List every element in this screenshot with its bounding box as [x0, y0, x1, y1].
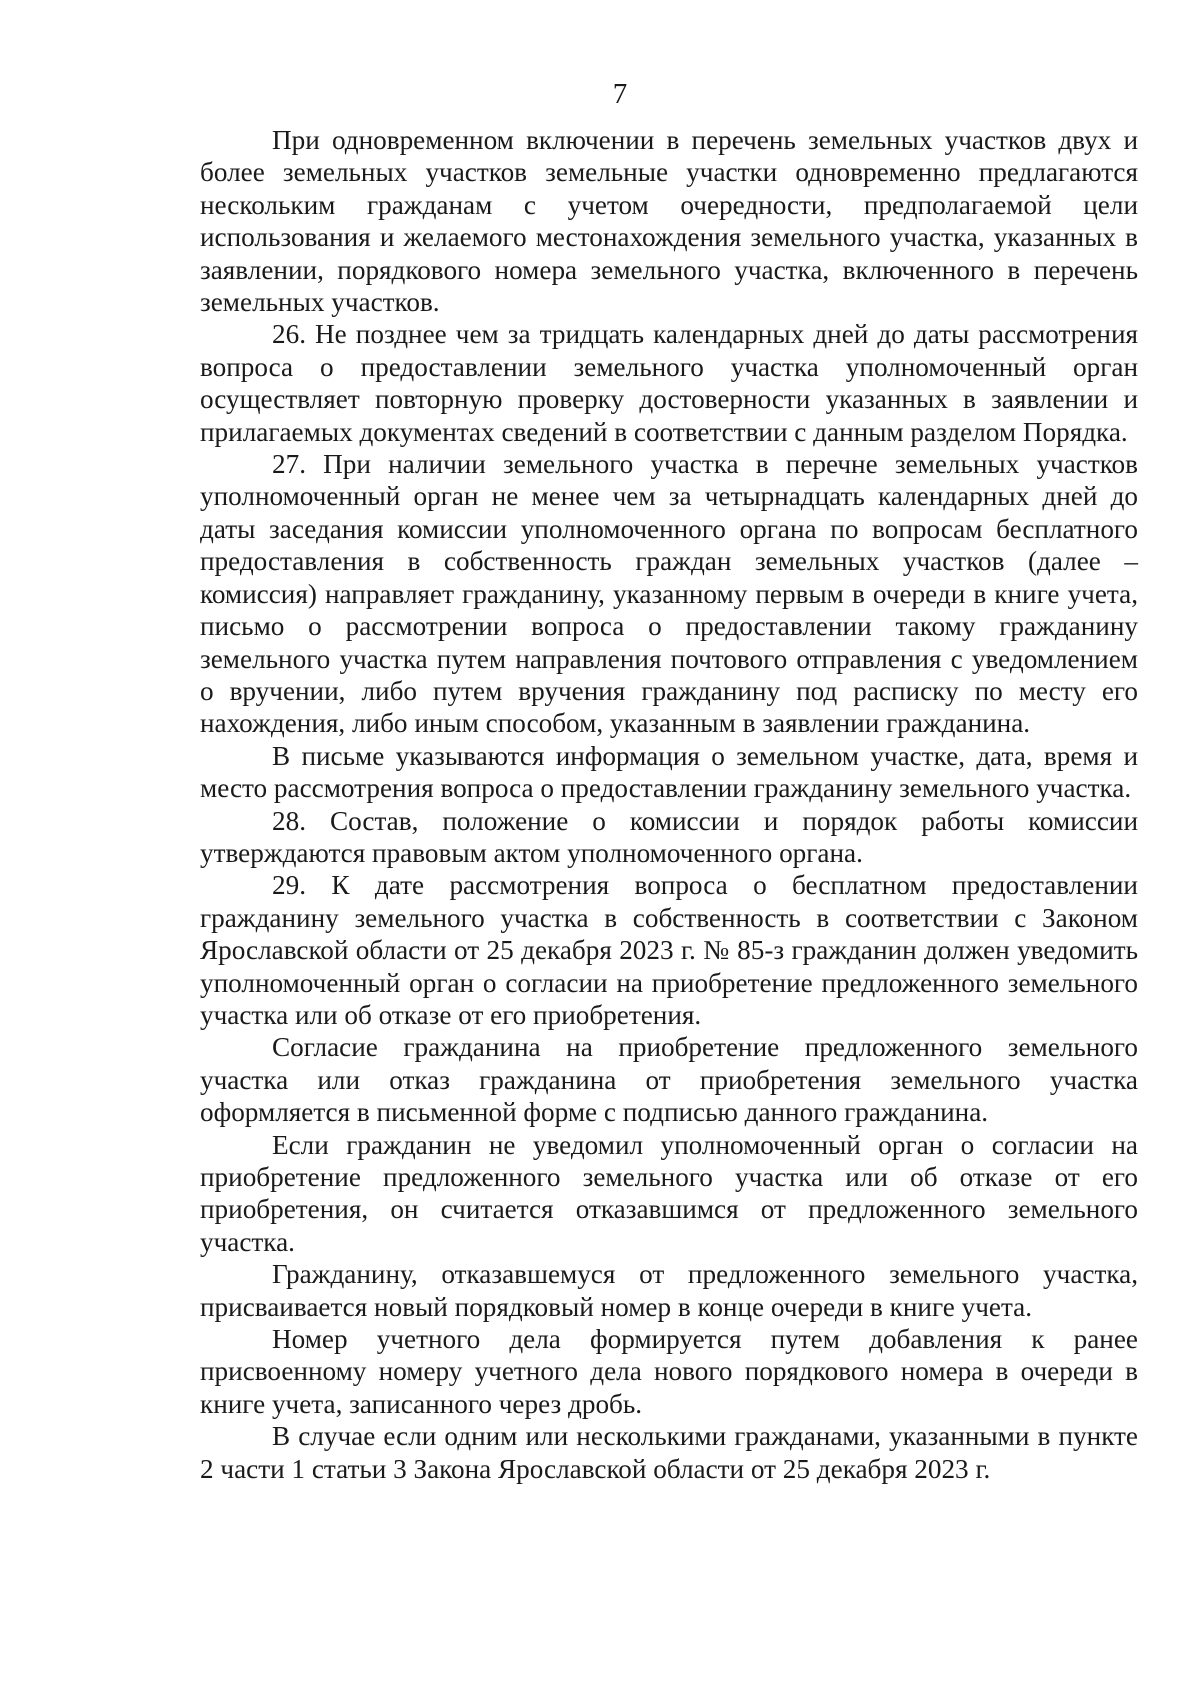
- paragraph-case-number: Номер учетного дела формируется путем добавления к ранее присвоенному номеру учетного дела нового порядкового номера в очереди в книге учета, записанного через дробь.: [200, 1324, 1138, 1419]
- document-body: [200, 124, 1138, 1485]
- paragraph-new-queue-number: Гражданину, отказавшемуся от предложенного земельного участка, присваивается новый порядковый номер в конце очереди в книге учета.: [200, 1259, 1138, 1322]
- paragraph-26: 26. Не позднее чем за тридцать календарных дней до даты рассмотрения вопроса о предоставлении земельного участка уполномоченный орган осуществляет повторную проверку достоверности указанных в заявлении и прилагаемых документах сведений в соответствии с данным разделом Порядка.: [200, 319, 1138, 447]
- paragraph-simultaneous-inclusion: При одновременном включении в перечень земельных участков двух и более земельных участков земельные участки одновременно предлагаются нескольким гражданам с учетом очередности, предполагаемой цели использования и желаемого местонахождения земельного участка, указанных в заявлении, порядкового номера земельного участка, включенного в перечень земельных участков.: [200, 125, 1138, 318]
- paragraph-in-case: В случае если одним или несколькими гражданами, указанными в пункте 2 части 1 статьи 3 Закона Ярославской области от 25 декабря 2023 г.: [200, 1421, 1138, 1484]
- paragraph-letter-info: В письме указываются информация о земельном участке, дата, время и место рассмотрения вопроса о предоставлении гражданину земельного участка.: [200, 740, 1138, 804]
- paragraph-no-notification: Если гражданин не уведомил уполномоченный орган о согласии на приобретение предложенного земельного участка или об отказе от его приобретения, он считается отказавшимся от предложенного земельного участка.: [200, 1129, 1138, 1257]
- paragraph-consent-form: Согласие гражданина на приобретение предложенного земельного участка или отказ гражданина от приобретения земельного участка оформляется в письменной форме с подписью данного гражданина.: [200, 1032, 1138, 1128]
- paragraph-29: 29. К дате рассмотрения вопроса о бесплатном предоставлении гражданину земельного участка в собственность в соответствии с Законом Ярославской области от 25 декабря 2023 г. № 85-з гражданин должен уведомить уполномоченный орган о согласии на приобретение предложенного земельного участка или об отказе от его приобретения.: [200, 870, 1138, 1030]
- paragraph-27: 27. При наличии земельного участка в перечне земельных участков уполномоченный орган не менее чем за четырнадцать календарных дней до даты заседания комиссии уполномоченного органа по вопросам бесплатного предоставления в собственность граждан земельных участков (далее – комиссия) направляет гражданину, указанному первым в очереди в книге учета, письмо о рассмотрении вопроса о предоставлении такому гражданину земельного участка путем направления почтового отправления с уведомлением о вручении, либо путем вручения гражданину под расписку по месту его нахождения, либо иным способом, указанным в заявлении гражданина.: [200, 449, 1138, 739]
- paragraph-28: 28. Состав, положение о комиссии и порядок работы комиссии утверждаются правовым актом уполномоченного органа.: [200, 805, 1138, 868]
- page-number: 7: [612, 78, 628, 110]
